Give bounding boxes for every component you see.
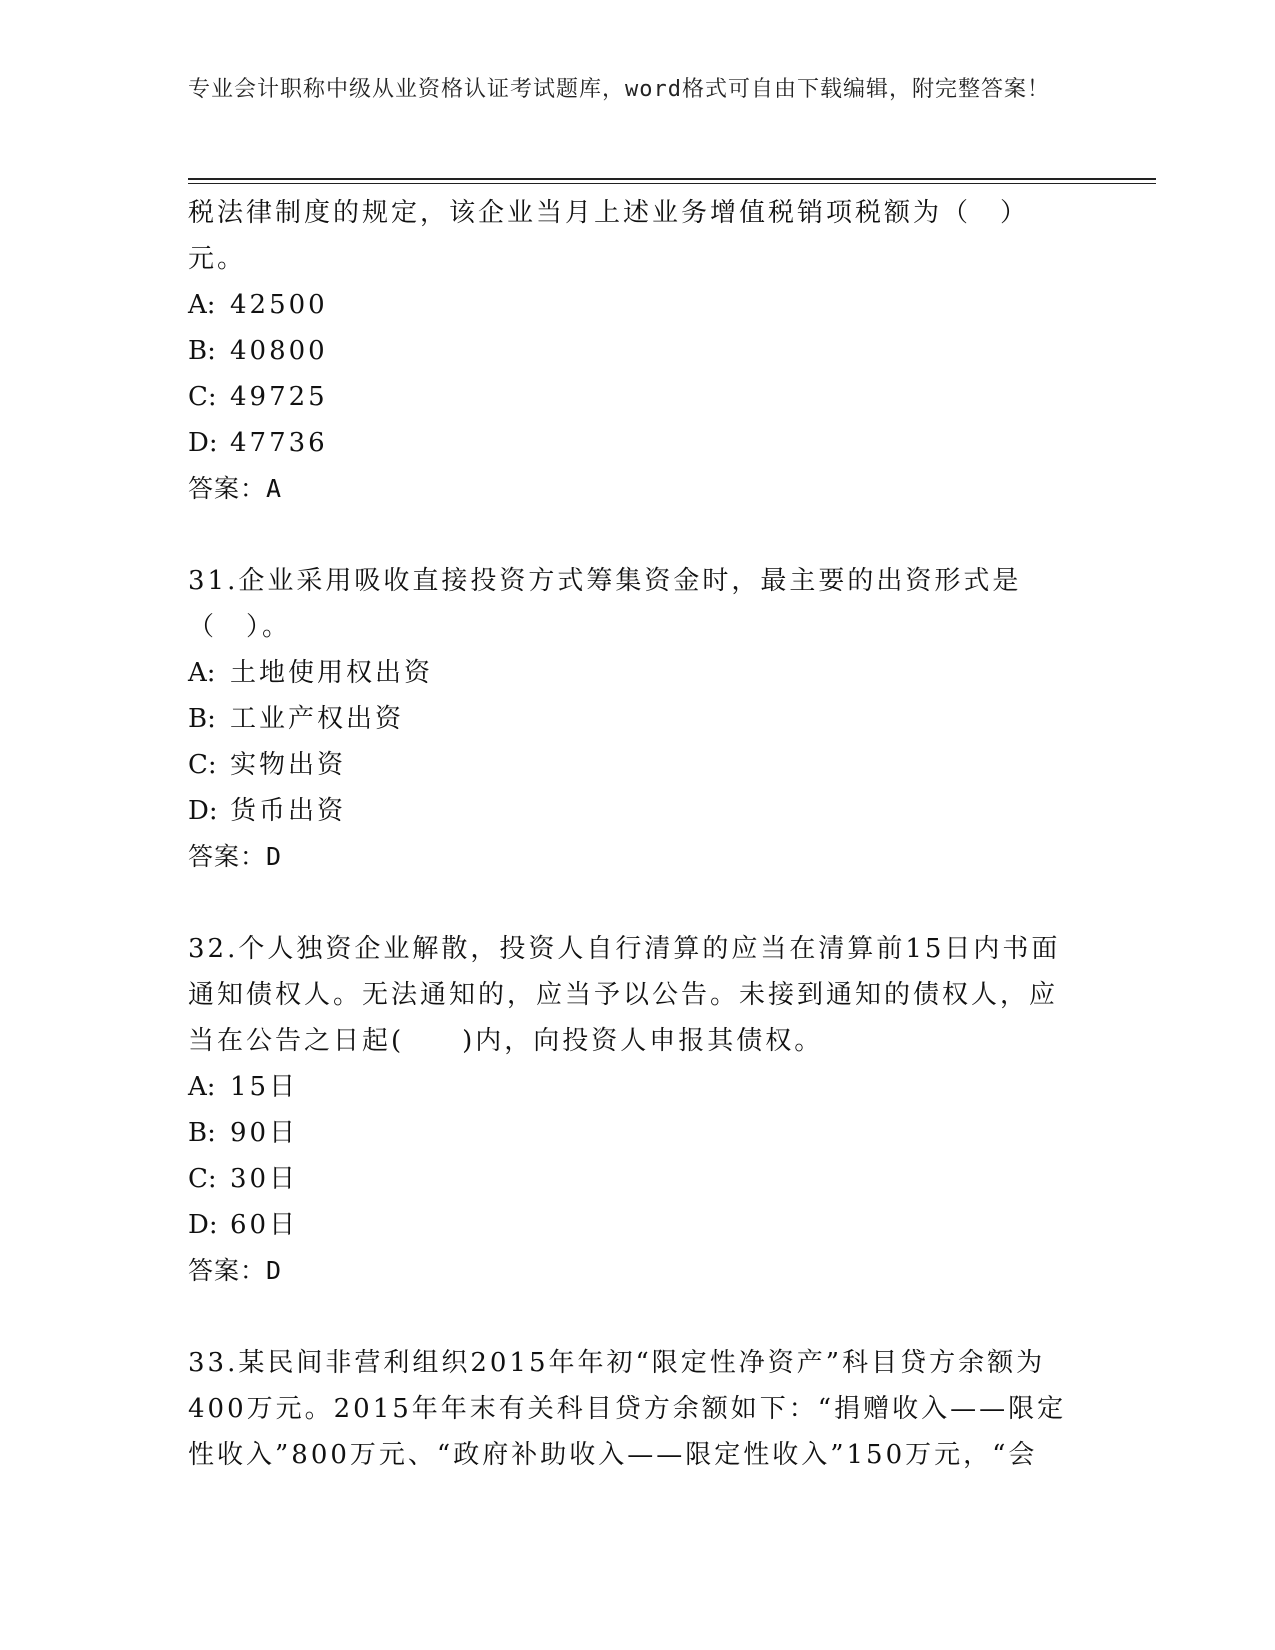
spacer xyxy=(188,512,1078,558)
option-a xyxy=(188,1064,1078,1110)
option-a xyxy=(188,650,1078,696)
option-label: D: xyxy=(188,1210,218,1240)
option-label: C: xyxy=(188,1164,217,1194)
option-b xyxy=(188,1110,1078,1156)
option-label: B: xyxy=(188,704,216,734)
option-label: C: xyxy=(188,382,217,412)
option-label: D: xyxy=(188,796,218,826)
option-c xyxy=(188,374,1078,420)
option-label: A: xyxy=(188,290,216,320)
option-text: 土地使用权出资 xyxy=(230,658,434,688)
question-32 xyxy=(188,926,1078,1294)
answer-line: 答案：D xyxy=(188,842,283,871)
option-b xyxy=(188,328,1078,374)
option-label: A: xyxy=(188,1072,216,1102)
question-list xyxy=(188,190,1078,1478)
option-a xyxy=(188,282,1078,328)
header-divider-thick xyxy=(188,178,1156,180)
question-30 xyxy=(188,190,1078,512)
option-label: B: xyxy=(188,336,216,366)
answer-line: 答案：A xyxy=(188,474,283,503)
question-stem: 33.某民间非营利组织2015年年初“限定性净资产”科目贷方余额为400万元。2015年年末有关科目贷方余额如下：“捐赠收入——限定性收入”800万元、“政府补助收入——限定性收入”150万元，“会 xyxy=(188,1348,1067,1470)
option-d xyxy=(188,788,1078,834)
option-text: 15日 xyxy=(230,1072,299,1102)
question-stem: 税法律制度的规定，该企业当月上述业务增值税销项税额为（ ）元。 xyxy=(188,198,1030,274)
option-label: B: xyxy=(188,1118,216,1148)
option-text: 90日 xyxy=(230,1118,299,1148)
option-label: A: xyxy=(188,658,216,688)
option-text: 30日 xyxy=(230,1164,299,1194)
option-b xyxy=(188,696,1078,742)
question-stem: 32.个人独资企业解散，投资人自行清算的应当在清算前15日内书面通知债权人。无法通知的，应当予以公告。未接到通知的债权人，应当在公告之日起( )内，向投资人申报其债权。 xyxy=(188,934,1061,1056)
option-label: C: xyxy=(188,750,217,780)
option-c xyxy=(188,1156,1078,1202)
option-text: 49725 xyxy=(230,382,328,412)
question-31 xyxy=(188,558,1078,880)
option-d xyxy=(188,1202,1078,1248)
option-label: D: xyxy=(188,428,218,458)
option-text: 货币出资 xyxy=(230,796,347,826)
question-stem: 31.企业采用吸收直接投资方式筹集资金时，最主要的出资形式是（ ）。 xyxy=(188,566,1022,642)
option-c xyxy=(188,742,1078,788)
option-text: 工业产权出资 xyxy=(230,704,405,734)
option-text: 40800 xyxy=(230,336,328,366)
option-text: 实物出资 xyxy=(230,750,347,780)
option-text: 47736 xyxy=(230,428,328,458)
spacer xyxy=(188,1294,1078,1340)
option-d xyxy=(188,420,1078,466)
document-header: 专业会计职称中级从业资格认证考试题库，word格式可自由下载编辑，附完整答案！ xyxy=(188,77,1050,102)
header-divider-thin xyxy=(188,183,1156,184)
option-text: 42500 xyxy=(230,290,328,320)
spacer xyxy=(188,880,1078,926)
answer-line: 答案：D xyxy=(188,1256,283,1285)
option-text: 60日 xyxy=(230,1210,299,1240)
question-33 xyxy=(188,1340,1078,1478)
